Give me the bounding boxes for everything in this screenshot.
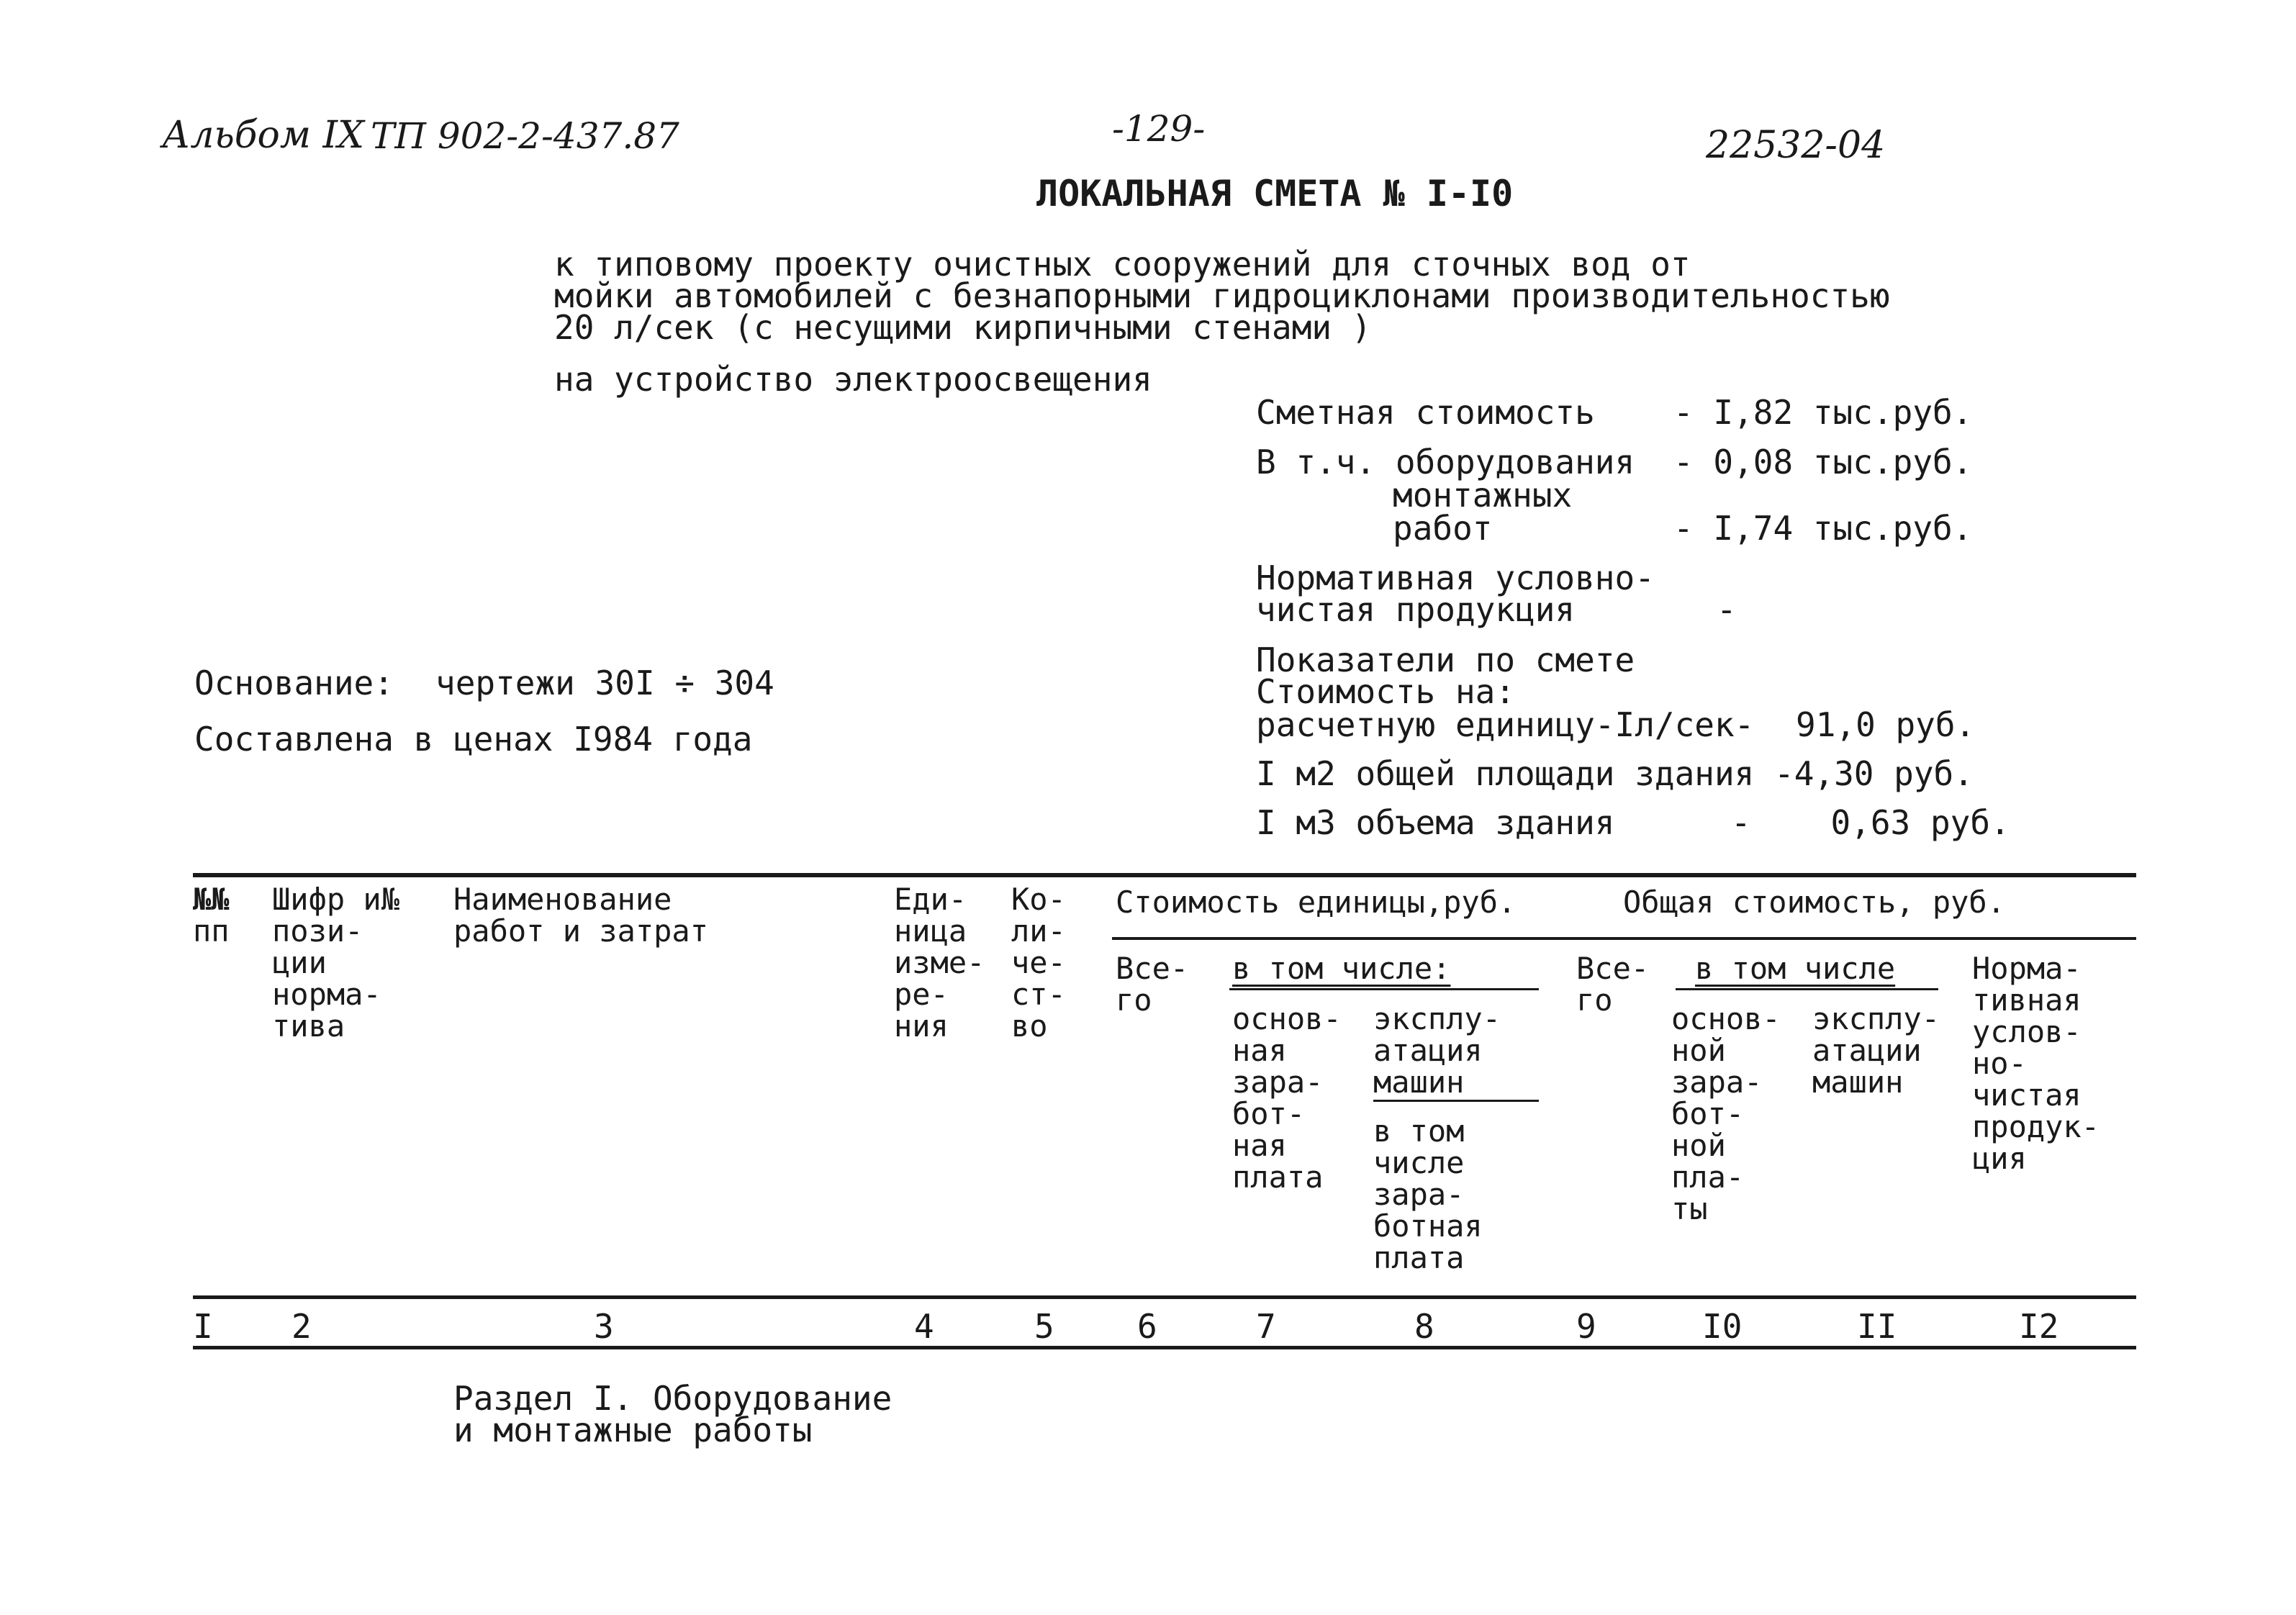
unit-cost-label: расчетную единицу-Iл/сек-	[1256, 705, 1755, 744]
prices-year: Составлена в ценах I984 года	[194, 720, 753, 759]
album-label: Альбом IX	[162, 114, 365, 157]
col-code-header-2: пози-	[272, 913, 363, 949]
col-quantity-header-4: ст-	[1011, 977, 1066, 1012]
cost-on-label: Стоимость на:	[1256, 672, 1516, 711]
subtitle-line-1: к типовому проекту очистных сооружений для сточных вод от	[554, 245, 1691, 284]
col-normative-header-1: Норма-	[1972, 951, 2082, 986]
col-unit-header-1: Еди-	[894, 882, 967, 917]
col-machines-wage-header-2: числе	[1373, 1145, 1465, 1180]
header-bottom-rule	[193, 1295, 2136, 1299]
col-total-machines-header-1: эксплу-	[1812, 1001, 1940, 1036]
page-title: ЛОКАЛЬНАЯ СМЕТА № I-I0	[1036, 173, 1514, 214]
incl-total-rule	[1676, 988, 1938, 990]
col-wage-header-2: ная	[1232, 1033, 1287, 1068]
section-heading-line-2: и монтажные работы	[453, 1411, 813, 1449]
unit-cost-value: 91,0 руб.	[1796, 705, 1976, 744]
col-wage-header-5: ная	[1232, 1128, 1287, 1163]
column-numbers-rule	[193, 1346, 2136, 1349]
normative-label-2: чистая продукция	[1256, 590, 1576, 629]
subtitle-line-3: 20 л/сек (с несущими кирпичными стенами )	[554, 308, 1372, 347]
column-number-9: 9	[1576, 1307, 1596, 1346]
column-number-3: 3	[594, 1307, 614, 1346]
col-unit-header-5: ния	[894, 1008, 949, 1044]
col-quantity-header-3: че-	[1011, 945, 1066, 980]
col-total-wage-header-1: основ-	[1671, 1001, 1781, 1036]
col-total-machines-header-2: атации	[1812, 1033, 1922, 1068]
table-top-rule	[193, 873, 2136, 877]
col-total-machines-header-3: машин	[1812, 1064, 1904, 1100]
column-number-10: I0	[1702, 1307, 1743, 1346]
col-quantity-header-2: ли-	[1011, 913, 1066, 949]
col-code-header-5: тива	[272, 1008, 345, 1044]
estimated-cost-label: Сметная стоимость	[1256, 393, 1595, 432]
col-machines-wage-header-1: в том	[1373, 1113, 1465, 1149]
group-separator-rule	[1112, 937, 2136, 940]
area-cost-label: I м2 общей площади здания	[1256, 754, 1755, 793]
page-number: -129-	[1112, 108, 1206, 150]
col-machines-header-2: атация	[1373, 1033, 1483, 1068]
col-unit-total-header-1: Все-	[1116, 951, 1189, 986]
col-wage-header-3: зара-	[1232, 1064, 1324, 1100]
col-name-header-2: работ и затрат	[453, 913, 709, 949]
section-heading-line-1: Раздел I. Оборудование	[453, 1379, 892, 1418]
col-machines-header-3: машин	[1373, 1064, 1465, 1100]
area-cost-value: -4,30 руб.	[1774, 754, 1974, 793]
total-cost-group-header: Общая стоимость, руб.	[1623, 885, 2006, 920]
col-total-wage-header-7: ты	[1671, 1191, 1708, 1226]
col-number-header-1: №№	[193, 882, 230, 917]
unit-incl-header: в том числе:	[1232, 951, 1451, 986]
equipment-cost-label: В т.ч. оборудования	[1256, 443, 1635, 481]
col-total-header-2: го	[1576, 982, 1613, 1018]
col-total-wage-header-3: зара-	[1671, 1064, 1763, 1100]
col-wage-header-1: основ-	[1232, 1001, 1342, 1036]
basis-label: Основание:	[194, 664, 394, 702]
column-number-4: 4	[914, 1307, 934, 1346]
subtitle-line-2: мойки автомобилей с безнапорными гидроциклонами производительностью	[554, 276, 1890, 315]
col-code-header-1: Шифр и№	[272, 882, 400, 917]
col-total-wage-header-5: ной	[1671, 1128, 1726, 1163]
document-number: 22532-04	[1706, 124, 1886, 167]
volume-cost-value: - 0,63 руб.	[1731, 803, 2010, 842]
col-machines-wage-header-3: зара-	[1373, 1177, 1465, 1212]
normative-label-1: Нормативная условно-	[1256, 558, 1655, 597]
col-total-wage-header-4: бот-	[1671, 1096, 1745, 1131]
project-code: ТП 902-2-437.87	[371, 115, 679, 157]
col-unit-header-2: ница	[894, 913, 967, 949]
total-incl-header: в том числе	[1695, 951, 1896, 986]
col-normative-header-6: продук-	[1972, 1109, 2100, 1144]
col-machines-wage-header-4: ботная	[1373, 1208, 1483, 1244]
basis-value: чертежи 30I ÷ 304	[435, 664, 774, 702]
column-number-11: II	[1857, 1307, 1897, 1346]
col-normative-header-5: чистая	[1972, 1077, 2082, 1113]
col-name-header-1: Наименование	[453, 882, 672, 917]
col-quantity-header-5: во	[1011, 1008, 1048, 1044]
column-number-12: I2	[2019, 1307, 2059, 1346]
indicators-heading: Показатели по смете	[1256, 641, 1635, 679]
column-number-8: 8	[1414, 1307, 1434, 1346]
normative-value: -	[1717, 590, 1737, 629]
col-machines-header-1: эксплу-	[1373, 1001, 1501, 1036]
installation-label-2: работ	[1393, 509, 1493, 548]
col-normative-header-4: но-	[1972, 1046, 2027, 1081]
col-quantity-header-1: Ко-	[1011, 882, 1066, 917]
col-total-header-1: Все-	[1576, 951, 1650, 986]
col-unit-header-3: изме-	[894, 945, 985, 980]
volume-cost-label: I м3 объема здания	[1256, 803, 1615, 842]
col-number-header-2: пп	[193, 913, 230, 949]
col-wage-header-6: плата	[1232, 1159, 1324, 1195]
col-unit-total-header-2: го	[1116, 982, 1152, 1018]
col-normative-header-3: услов-	[1972, 1014, 2082, 1049]
installation-label-1: монтажных	[1393, 476, 1573, 515]
incl-unit-rule	[1229, 988, 1539, 990]
col-code-header-3: ции	[272, 945, 327, 980]
column-number-2: 2	[291, 1307, 312, 1346]
purpose-text: на устройство электроосвещения	[554, 360, 1152, 399]
col-normative-header-7: ция	[1972, 1141, 2027, 1176]
unit-cost-group-header: Стоимость единицы,руб.	[1116, 885, 1517, 920]
col-machines-wage-header-5: плата	[1373, 1240, 1465, 1275]
col-normative-header-2: тивная	[1972, 982, 2082, 1018]
col-unit-header-4: ре-	[894, 977, 949, 1012]
column-number-5: 5	[1034, 1307, 1054, 1346]
machines-rule	[1373, 1100, 1539, 1102]
col-total-wage-header-6: пла-	[1671, 1159, 1745, 1195]
estimated-cost-value: - I,82 тыс.руб.	[1673, 393, 1973, 432]
column-number-6: 6	[1137, 1307, 1157, 1346]
installation-cost-value: - I,74 тыс.руб.	[1673, 509, 1973, 548]
column-number-7: 7	[1256, 1307, 1276, 1346]
col-total-wage-header-2: ной	[1671, 1033, 1726, 1068]
equipment-cost-value: - 0,08 тыс.руб.	[1673, 443, 1973, 481]
col-code-header-4: норма-	[272, 977, 381, 1012]
col-wage-header-4: бот-	[1232, 1096, 1306, 1131]
column-number-1: I	[193, 1307, 213, 1346]
